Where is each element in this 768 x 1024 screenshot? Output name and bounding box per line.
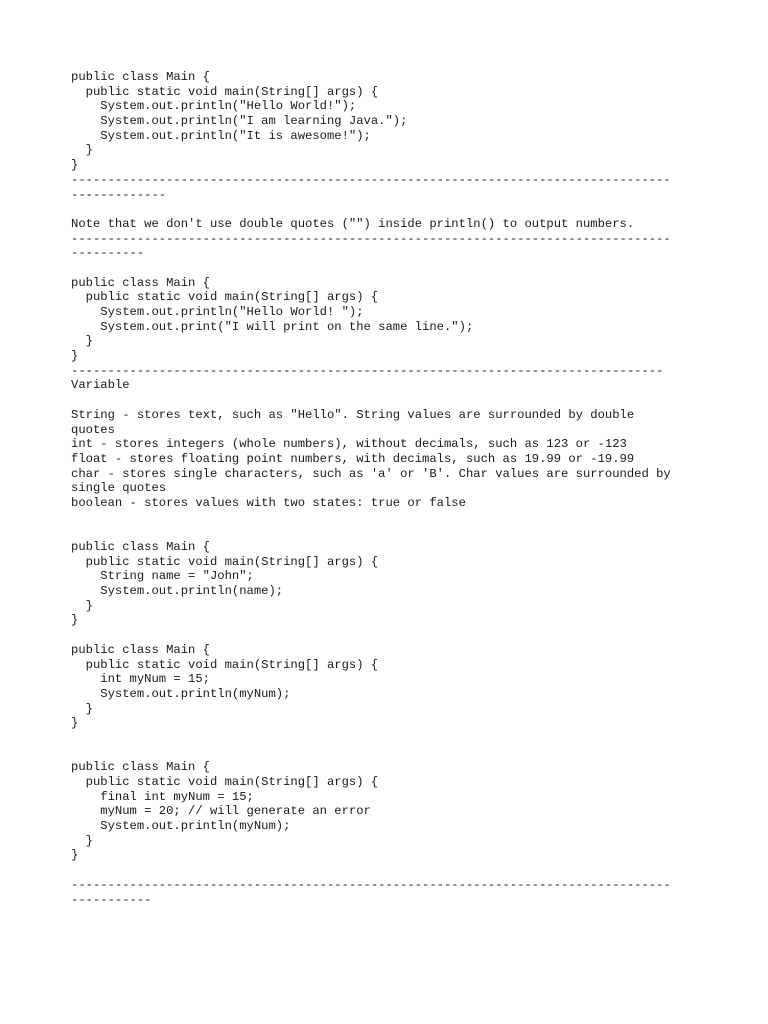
document-line: boolean - stores values with two states: true or false bbox=[71, 495, 466, 510]
document-line: System.out.println("Hello World! "); bbox=[71, 305, 364, 319]
document-line bbox=[71, 731, 721, 746]
document-line: public class Main { bbox=[71, 642, 210, 657]
document-line: System.out.println("I am learning Java."); bbox=[71, 114, 408, 129]
document-line: Note that we don't use double quotes ("") inside println() to output numbers. bbox=[71, 216, 635, 231]
document-line: ---------------------------------------------------------------------------------- bbox=[71, 172, 671, 187]
document-line: public class Main { bbox=[71, 540, 210, 554]
document-line: public static void main(String[] args) { bbox=[71, 657, 379, 672]
document-line: float - stores floating point numbers, with decimals, such as 19.99 or -19.99 bbox=[71, 451, 635, 466]
document-body bbox=[71, 70, 721, 907]
document-line: String - stores text, such as "Hello". String values are surrounded by double bbox=[71, 407, 635, 422]
document-line: } bbox=[71, 158, 79, 173]
document-line: } bbox=[71, 349, 79, 364]
document-line: } bbox=[71, 143, 93, 158]
document-line: } bbox=[71, 598, 93, 613]
document-line: public static void main(String[] args) { bbox=[71, 84, 379, 99]
document-line bbox=[71, 628, 721, 643]
document-line bbox=[71, 863, 721, 878]
document-line: single quotes bbox=[71, 481, 167, 496]
document-line: } bbox=[71, 716, 79, 731]
document-line: String name = "John"; bbox=[71, 569, 254, 584]
document-line: public class Main { bbox=[71, 70, 210, 84]
document-line: char - stores single characters, such as 'a' or 'B'. Char values are surrounded by bbox=[71, 466, 671, 481]
document-line: int myNum = 15; bbox=[71, 672, 210, 687]
document-line: ---------- bbox=[71, 246, 145, 261]
document-line: } bbox=[71, 848, 79, 863]
document-line bbox=[71, 511, 721, 526]
document-line: ----------- bbox=[71, 892, 152, 907]
document-line: public class Main { bbox=[71, 275, 210, 290]
document-line: } bbox=[71, 613, 79, 628]
document-line: System.out.println("Hello World!"); bbox=[71, 99, 357, 114]
document-line: --------------------------------------------------------------------------------- bbox=[71, 363, 664, 378]
document-line: } bbox=[71, 701, 93, 716]
document-line: Variable bbox=[71, 378, 130, 393]
document-line bbox=[71, 202, 721, 217]
document-line bbox=[71, 525, 721, 540]
document-line bbox=[71, 746, 721, 761]
document-line: System.out.println("It is awesome!"); bbox=[71, 128, 371, 143]
document-line: quotes bbox=[71, 422, 115, 437]
document-line: ---------------------------------------------------------------------------------- bbox=[71, 877, 671, 892]
document-line: int - stores integers (whole numbers), without decimals, such as 123 or -123 bbox=[71, 437, 627, 452]
document-line: final int myNum = 15; bbox=[71, 789, 254, 804]
document-line bbox=[71, 261, 721, 276]
document-line: public static void main(String[] args) { bbox=[71, 554, 379, 569]
document-line: } bbox=[71, 334, 93, 349]
document-line: System.out.println(myNum); bbox=[71, 686, 291, 701]
document-line: System.out.println(myNum); bbox=[71, 819, 291, 834]
document-line: public class Main { bbox=[71, 760, 210, 775]
document-line: myNum = 20; // will generate an error bbox=[71, 804, 371, 819]
document-line: } bbox=[71, 833, 93, 848]
document-line: public static void main(String[] args) { bbox=[71, 290, 379, 305]
document-line: System.out.print("I will print on the same line."); bbox=[71, 319, 474, 334]
document-line: public static void main(String[] args) { bbox=[71, 775, 379, 789]
document-line: ---------------------------------------------------------------------------------- bbox=[71, 231, 671, 246]
document-line: ------------- bbox=[71, 187, 167, 202]
document-line bbox=[71, 393, 721, 408]
document-line: System.out.println(name); bbox=[71, 584, 284, 599]
